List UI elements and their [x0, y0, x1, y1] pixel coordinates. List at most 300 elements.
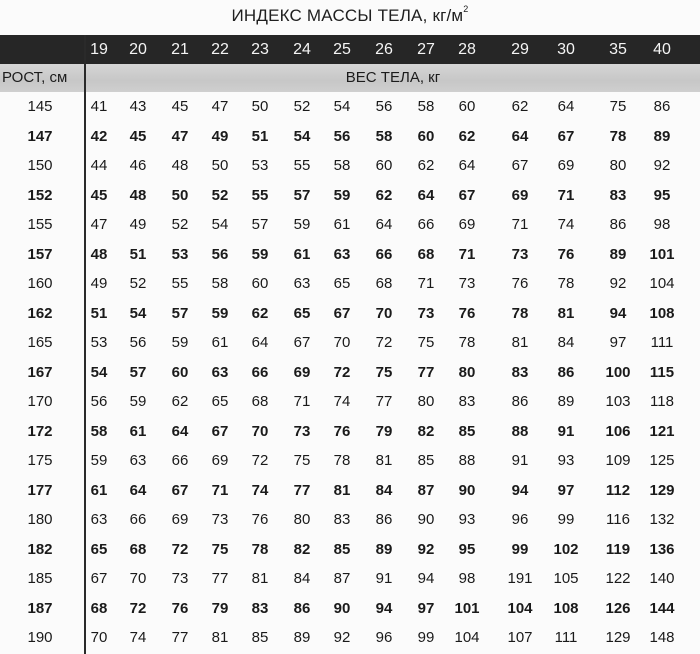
weight-cell: 87 [333, 570, 351, 587]
weight-cell: 64 [375, 216, 393, 233]
weight-cell: 108 [553, 599, 579, 617]
weight-cell: 89 [557, 393, 575, 410]
weight-cell: 48 [90, 245, 108, 263]
height-cell: 185 [27, 570, 53, 587]
weight-cell: 63 [90, 511, 108, 528]
weight-cell: 65 [211, 393, 229, 410]
weight-cell: 84 [375, 481, 393, 499]
weight-cell: 107 [507, 629, 533, 646]
weight-cell: 111 [554, 629, 578, 646]
weight-cell: 76 [171, 599, 189, 617]
weight-cell: 78 [251, 540, 269, 558]
weight-cell: 64 [557, 98, 575, 115]
weight-cell: 67 [293, 334, 311, 351]
weight-cell: 69 [171, 511, 189, 528]
weight-cell: 56 [90, 393, 108, 410]
weight-cell: 50 [251, 98, 269, 115]
weight-cell: 62 [171, 393, 189, 410]
weight-cell: 104 [649, 275, 675, 292]
weight-cell: 76 [251, 511, 269, 528]
table-row [0, 240, 700, 269]
weight-cell: 86 [511, 393, 529, 410]
weight-cell: 51 [251, 127, 269, 145]
weight-cell: 71 [293, 393, 311, 410]
height-cell: 147 [27, 127, 53, 145]
weight-cell: 129 [649, 481, 675, 499]
weight-cell: 93 [458, 511, 476, 528]
weight-cell: 104 [507, 599, 533, 617]
weight-cell: 66 [251, 363, 269, 381]
weight-cell: 67 [557, 127, 575, 145]
weight-cell: 54 [333, 98, 351, 115]
height-cell: 190 [27, 629, 53, 646]
weight-cell: 89 [609, 245, 627, 263]
weight-cell: 119 [605, 540, 631, 558]
table-row [0, 594, 700, 623]
weight-cell: 83 [251, 599, 269, 617]
weight-cell: 68 [90, 599, 108, 617]
weight-cell: 83 [511, 363, 529, 381]
table-row [0, 181, 700, 210]
weight-cell: 64 [417, 186, 435, 204]
weight-cell: 81 [333, 481, 351, 499]
weight-cell: 140 [649, 570, 675, 587]
weight-cell: 116 [606, 511, 630, 528]
weight-cell: 92 [333, 629, 351, 646]
bmi-header-cell: 23 [251, 41, 269, 58]
height-cell: 145 [27, 98, 53, 115]
height-cell: 160 [27, 275, 53, 292]
weight-cell: 63 [293, 275, 311, 292]
weight-cell: 49 [211, 127, 229, 145]
weight-cell: 70 [90, 629, 108, 646]
weight-cell: 125 [649, 452, 675, 469]
weight-cell: 75 [293, 452, 311, 469]
weight-cell: 65 [90, 540, 108, 558]
weight-cell: 101 [454, 599, 480, 617]
weight-cell: 52 [293, 98, 311, 115]
weight-cell: 65 [293, 304, 311, 322]
weight-cell: 74 [129, 629, 147, 646]
weight-cell: 71 [458, 245, 476, 263]
weight-cell: 91 [557, 422, 575, 440]
weight-cell: 62 [511, 98, 529, 115]
title-superscript: 2 [463, 4, 469, 15]
weight-cell: 80 [417, 393, 435, 410]
weight-cell: 57 [171, 304, 189, 322]
weight-cell: 89 [293, 629, 311, 646]
weight-cell: 83 [458, 393, 476, 410]
weight-cell: 90 [458, 481, 476, 499]
weight-cell: 59 [129, 393, 147, 410]
weight-cell: 57 [251, 216, 269, 233]
weight-cell: 80 [293, 511, 311, 528]
weight-cell: 77 [417, 363, 435, 381]
weight-cell: 50 [211, 157, 229, 174]
weight-cell: 49 [90, 275, 108, 292]
weight-cell: 148 [649, 629, 675, 646]
bmi-header-cell: 30 [557, 41, 575, 58]
height-cell: 187 [27, 599, 53, 617]
weight-cell: 70 [375, 304, 393, 322]
weight-cell: 89 [375, 540, 393, 558]
height-cell: 167 [27, 363, 53, 381]
weight-cell: 64 [511, 127, 529, 145]
weight-cell: 64 [129, 481, 147, 499]
weight-cell: 95 [458, 540, 476, 558]
weight-cell: 81 [211, 629, 229, 646]
table-row [0, 387, 700, 416]
weight-cell: 72 [333, 363, 351, 381]
bmi-header-row [0, 35, 700, 64]
weight-cell: 72 [375, 334, 393, 351]
weight-cell: 53 [251, 157, 269, 174]
weight-cell: 191 [507, 570, 533, 587]
weight-cell: 64 [458, 157, 476, 174]
table-row [0, 623, 700, 652]
table-row [0, 417, 700, 446]
weight-cell: 79 [375, 422, 393, 440]
row-header-label: РОСТ, см [2, 69, 68, 86]
weight-cell: 98 [653, 216, 671, 233]
weight-cell: 58 [333, 157, 351, 174]
weight-cell: 112 [605, 481, 631, 499]
bmi-header-cell: 22 [211, 41, 229, 58]
weight-cell: 65 [333, 275, 351, 292]
weight-cell: 98 [458, 570, 476, 587]
weight-cell: 53 [90, 334, 108, 351]
height-cell: 155 [27, 216, 53, 233]
weight-cell: 56 [211, 245, 229, 263]
weight-cell: 91 [511, 452, 529, 469]
weight-cell: 53 [171, 245, 189, 263]
weight-cell: 60 [458, 98, 476, 115]
weight-cell: 68 [129, 540, 147, 558]
weight-cell: 50 [171, 186, 189, 204]
weight-cell: 61 [90, 481, 108, 499]
weight-cell: 64 [251, 334, 269, 351]
weight-cell: 121 [649, 422, 675, 440]
weight-cell: 88 [458, 452, 476, 469]
table-row [0, 564, 700, 593]
weight-cell: 60 [171, 363, 189, 381]
weight-cell: 77 [375, 393, 393, 410]
weight-cell: 45 [129, 127, 147, 145]
weight-cell: 81 [557, 304, 575, 322]
weight-cell: 68 [375, 275, 393, 292]
weight-cell: 84 [557, 334, 575, 351]
weight-cell: 70 [129, 570, 147, 587]
weight-cell: 94 [417, 570, 435, 587]
weight-cell: 85 [458, 422, 476, 440]
weight-cell: 54 [129, 304, 147, 322]
weight-cell: 42 [90, 127, 108, 145]
weight-cell: 59 [211, 304, 229, 322]
weight-cell: 68 [251, 393, 269, 410]
weight-cell: 95 [653, 186, 671, 204]
weight-cell: 60 [375, 157, 393, 174]
weight-cell: 81 [375, 452, 393, 469]
weight-cell: 94 [375, 599, 393, 617]
weight-cell: 83 [609, 186, 627, 204]
title-text: ИНДЕКС МАССЫ ТЕЛА, кг/м [231, 6, 464, 25]
subheader-row [0, 64, 700, 92]
weight-cell: 61 [333, 216, 351, 233]
height-cell: 150 [27, 157, 53, 174]
weight-cell: 70 [333, 334, 351, 351]
weight-cell: 45 [90, 186, 108, 204]
weight-cell: 62 [375, 186, 393, 204]
weight-cell: 62 [458, 127, 476, 145]
weight-cell: 52 [211, 186, 229, 204]
weight-cell: 79 [211, 599, 229, 617]
weight-cell: 55 [293, 157, 311, 174]
weight-cell: 86 [653, 98, 671, 115]
weight-cell: 72 [171, 540, 189, 558]
bmi-header-cell: 29 [511, 41, 529, 58]
weight-cell: 58 [375, 127, 393, 145]
weight-cell: 60 [251, 275, 269, 292]
weight-cell: 96 [511, 511, 529, 528]
weight-cell: 73 [211, 511, 229, 528]
weight-cell: 92 [653, 157, 671, 174]
weight-cell: 71 [557, 186, 575, 204]
weight-cell: 78 [557, 275, 575, 292]
weight-cell: 75 [211, 540, 229, 558]
weight-cell: 86 [293, 599, 311, 617]
weight-cell: 61 [129, 422, 147, 440]
weight-cell: 47 [171, 127, 189, 145]
weight-cell: 57 [293, 186, 311, 204]
weight-cell: 62 [251, 304, 269, 322]
height-cell: 162 [27, 304, 53, 322]
weight-cell: 132 [649, 511, 675, 528]
weight-cell: 58 [211, 275, 229, 292]
weight-cell: 61 [211, 334, 229, 351]
weight-cell: 74 [251, 481, 269, 499]
weight-cell: 52 [129, 275, 147, 292]
weight-cell: 99 [557, 511, 575, 528]
weight-cell: 77 [293, 481, 311, 499]
weight-cell: 48 [171, 157, 189, 174]
weight-cell: 73 [171, 570, 189, 587]
weight-cell: 94 [511, 481, 529, 499]
weight-cell: 54 [90, 363, 108, 381]
table-row [0, 358, 700, 387]
weight-cell: 75 [375, 363, 393, 381]
weight-cell: 56 [129, 334, 147, 351]
table-row [0, 476, 700, 505]
weight-cell: 102 [553, 540, 579, 558]
height-cell: 177 [27, 481, 53, 499]
page-title [0, 6, 700, 32]
weight-cell: 67 [511, 157, 529, 174]
weight-cell: 54 [211, 216, 229, 233]
height-cell: 170 [27, 393, 53, 410]
weight-cell: 60 [417, 127, 435, 145]
bmi-header-cell: 24 [293, 41, 311, 58]
bmi-header-cell: 35 [609, 41, 627, 58]
weight-cell: 67 [333, 304, 351, 322]
weight-cell: 47 [90, 216, 108, 233]
weight-cell: 62 [417, 157, 435, 174]
weight-cell: 56 [375, 98, 393, 115]
bmi-header-cell: 27 [417, 41, 435, 58]
weight-cell: 106 [605, 422, 631, 440]
weight-cell: 67 [90, 570, 108, 587]
weight-cell: 63 [333, 245, 351, 263]
weight-cell: 67 [211, 422, 229, 440]
column-divider [84, 35, 86, 654]
height-cell: 182 [27, 540, 53, 558]
weight-cell: 80 [609, 157, 627, 174]
weight-cell: 52 [171, 216, 189, 233]
bmi-header-cell: 26 [375, 41, 393, 58]
height-cell: 165 [27, 334, 53, 351]
weight-cell: 66 [129, 511, 147, 528]
bmi-header-cell: 19 [90, 41, 108, 58]
weight-cell: 70 [251, 422, 269, 440]
table-row [0, 122, 700, 151]
weight-cell: 105 [553, 570, 579, 587]
height-cell: 157 [27, 245, 53, 263]
weight-cell: 44 [90, 157, 108, 174]
weight-cell: 78 [458, 334, 476, 351]
weight-cell: 76 [458, 304, 476, 322]
weight-cell: 73 [458, 275, 476, 292]
table-row [0, 92, 700, 121]
weight-cell: 45 [171, 98, 189, 115]
weight-cell: 74 [333, 393, 351, 410]
weight-cell: 78 [333, 452, 351, 469]
weight-cell: 129 [605, 629, 631, 646]
weight-cell: 43 [129, 98, 147, 115]
weight-cell: 48 [129, 186, 147, 204]
weight-cell: 85 [251, 629, 269, 646]
weight-cell: 76 [511, 275, 529, 292]
weight-cell: 89 [653, 127, 671, 145]
weight-cell: 99 [417, 629, 435, 646]
weight-cell: 58 [417, 98, 435, 115]
weight-cell: 49 [129, 216, 147, 233]
weight-cell: 92 [609, 275, 627, 292]
table-row [0, 535, 700, 564]
weight-cell: 92 [417, 540, 435, 558]
weight-cell: 73 [417, 304, 435, 322]
weight-cell: 97 [557, 481, 575, 499]
weight-cell: 61 [293, 245, 311, 263]
weight-cell: 67 [171, 481, 189, 499]
bmi-header-cell: 40 [653, 41, 671, 58]
weight-cell: 68 [417, 245, 435, 263]
weight-cell: 69 [458, 216, 476, 233]
weight-cell: 81 [511, 334, 529, 351]
column-group-label: ВЕС ТЕЛА, кг [345, 69, 441, 86]
table-row [0, 328, 700, 357]
weight-cell: 93 [557, 452, 575, 469]
weight-cell: 55 [171, 275, 189, 292]
weight-cell: 115 [649, 363, 675, 381]
weight-cell: 81 [251, 570, 269, 587]
weight-cell: 97 [609, 334, 627, 351]
height-cell: 172 [27, 422, 53, 440]
weight-cell: 59 [251, 245, 269, 263]
weight-cell: 85 [333, 540, 351, 558]
weight-cell: 144 [649, 599, 675, 617]
weight-cell: 64 [171, 422, 189, 440]
weight-cell: 55 [251, 186, 269, 204]
weight-cell: 86 [375, 511, 393, 528]
weight-cell: 73 [511, 245, 529, 263]
weight-cell: 57 [129, 363, 147, 381]
weight-cell: 83 [333, 511, 351, 528]
weight-cell: 56 [333, 127, 351, 145]
weight-cell: 75 [417, 334, 435, 351]
weight-cell: 66 [417, 216, 435, 233]
weight-cell: 82 [417, 422, 435, 440]
table-row [0, 505, 700, 534]
weight-cell: 77 [171, 629, 189, 646]
weight-cell: 84 [293, 570, 311, 587]
bmi-header-cell: 21 [171, 41, 189, 58]
weight-cell: 90 [333, 599, 351, 617]
weight-cell: 66 [171, 452, 189, 469]
weight-cell: 69 [557, 157, 575, 174]
weight-cell: 59 [90, 452, 108, 469]
height-cell: 180 [27, 511, 53, 528]
weight-cell: 108 [649, 304, 675, 322]
weight-cell: 63 [211, 363, 229, 381]
weight-cell: 122 [605, 570, 631, 587]
weight-cell: 118 [650, 393, 674, 410]
weight-cell: 46 [129, 157, 147, 174]
weight-cell: 47 [211, 98, 229, 115]
weight-cell: 69 [293, 363, 311, 381]
weight-cell: 85 [417, 452, 435, 469]
weight-cell: 109 [605, 452, 631, 469]
weight-cell: 59 [293, 216, 311, 233]
weight-cell: 88 [511, 422, 529, 440]
weight-cell: 74 [557, 216, 575, 233]
weight-cell: 97 [417, 599, 435, 617]
weight-cell: 91 [375, 570, 393, 587]
weight-cell: 58 [90, 422, 108, 440]
table-row [0, 269, 700, 298]
weight-cell: 71 [511, 216, 529, 233]
weight-cell: 80 [458, 363, 476, 381]
weight-cell: 94 [609, 304, 627, 322]
weight-cell: 76 [333, 422, 351, 440]
table-row [0, 151, 700, 180]
weight-cell: 59 [333, 186, 351, 204]
weight-cell: 51 [90, 304, 108, 322]
table-body [0, 92, 700, 654]
weight-cell: 87 [417, 481, 435, 499]
weight-cell: 103 [605, 393, 631, 410]
weight-cell: 126 [605, 599, 631, 617]
weight-cell: 59 [171, 334, 189, 351]
height-cell: 152 [27, 186, 53, 204]
weight-cell: 82 [293, 540, 311, 558]
weight-cell: 63 [129, 452, 147, 469]
weight-cell: 136 [649, 540, 675, 558]
weight-cell: 104 [454, 629, 480, 646]
weight-cell: 71 [417, 275, 435, 292]
weight-cell: 101 [649, 245, 675, 263]
bmi-header-cell: 25 [333, 41, 351, 58]
table-row [0, 299, 700, 328]
weight-cell: 41 [90, 98, 108, 115]
